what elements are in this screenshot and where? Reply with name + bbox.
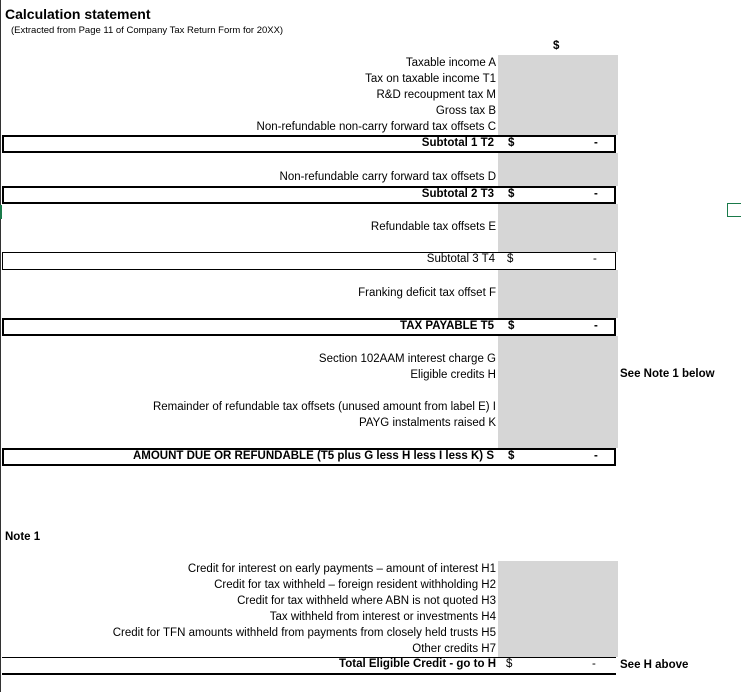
subtotal2-label: Subtotal 2 T3 [421,188,494,200]
row-remainder-refundable: Remainder of refundable tax offsets (unused amount from label E) I [152,401,496,413]
page-title: Calculation statement [5,6,151,22]
note1-heading: Note 1 [5,531,41,543]
subtotal1-row [2,135,616,153]
subtotal3-row [2,252,616,270]
input-cells-block-4[interactable] [498,270,618,318]
total-eligible-row [2,657,616,675]
note1-item-h1: Credit for interest on early payments – amount of interest H1 [187,563,496,575]
row-franking-deficit: Franking deficit tax offset F [358,287,496,299]
note1-item-h4: Tax withheld from interest or investments H4 [269,611,496,623]
row-refundable-offsets: Refundable tax offsets E [370,221,496,233]
input-cells-block-6[interactable] [498,561,618,657]
row-nonref-noncarry-offsets: Non-refundable non-carry forward tax offsets C [256,121,496,133]
tax-payable-label: TAX PAYABLE T5 [400,320,494,332]
subtotal3-label: Subtotal 3 T4 [426,253,495,265]
subtotal2-currency: $ [508,188,515,200]
input-cells-block-1[interactable] [498,55,618,135]
row-selection-marker [0,205,2,219]
total-eligible-value: - [592,658,596,670]
tax-payable-value: - [594,320,598,332]
note1-item-h7: Other credits H7 [412,643,496,655]
amount-due-currency: $ [508,450,515,462]
row-nonref-carry-offsets: Non-refundable carry forward tax offsets D [279,171,496,183]
total-eligible-label: Total Eligible Credit - go to H [339,658,496,670]
row-taxable-income: Taxable income A [405,57,496,69]
row-rd-recoupment: R&D recoupment tax M [376,89,496,101]
tax-payable-row [2,318,616,336]
active-cell-marker[interactable] [727,203,741,217]
input-cells-block-5[interactable] [498,336,618,448]
note1-item-h3: Credit for tax withheld where ABN is not quoted H3 [237,595,496,607]
note1-item-h5: Credit for TFN amounts withheld from payments from closely held trusts H5 [112,627,496,639]
subtotal3-currency: $ [507,253,514,265]
amount-due-label: AMOUNT DUE OR REFUNDABLE (T5 plus G less H less I less K) S [132,450,494,462]
page-subtitle: (Extracted from Page 11 of Company Tax Return Form for 20XX) [11,25,284,36]
tax-payable-currency: $ [508,320,515,332]
see-note1-reference: See Note 1 below [620,368,715,380]
input-cells-block-2[interactable] [498,153,618,186]
row-section-102aam: Section 102AAM interest charge G [318,353,496,365]
subtotal1-value: - [594,137,598,149]
subtotal1-currency: $ [508,137,515,149]
total-eligible-currency: $ [506,658,513,670]
note1-item-h2: Credit for tax withheld – foreign resident withholding H2 [214,579,496,591]
subtotal1-label: Subtotal 1 T2 [421,137,494,149]
amount-column-header: $ [553,40,560,52]
row-gross-tax: Gross tax B [435,105,496,117]
sheet-left-border [0,0,1,692]
row-eligible-credits: Eligible credits H [410,369,496,381]
amount-due-value: - [594,450,598,462]
subtotal3-value: - [593,253,597,265]
amount-due-row [2,448,616,466]
row-tax-on-taxable-income: Tax on taxable income T1 [365,73,496,85]
see-h-above-reference: See H above [620,659,689,671]
input-cells-block-3[interactable] [498,204,618,252]
subtotal2-row [2,186,616,204]
row-payg-instalments: PAYG instalments raised K [359,417,496,429]
subtotal2-value: - [594,188,598,200]
